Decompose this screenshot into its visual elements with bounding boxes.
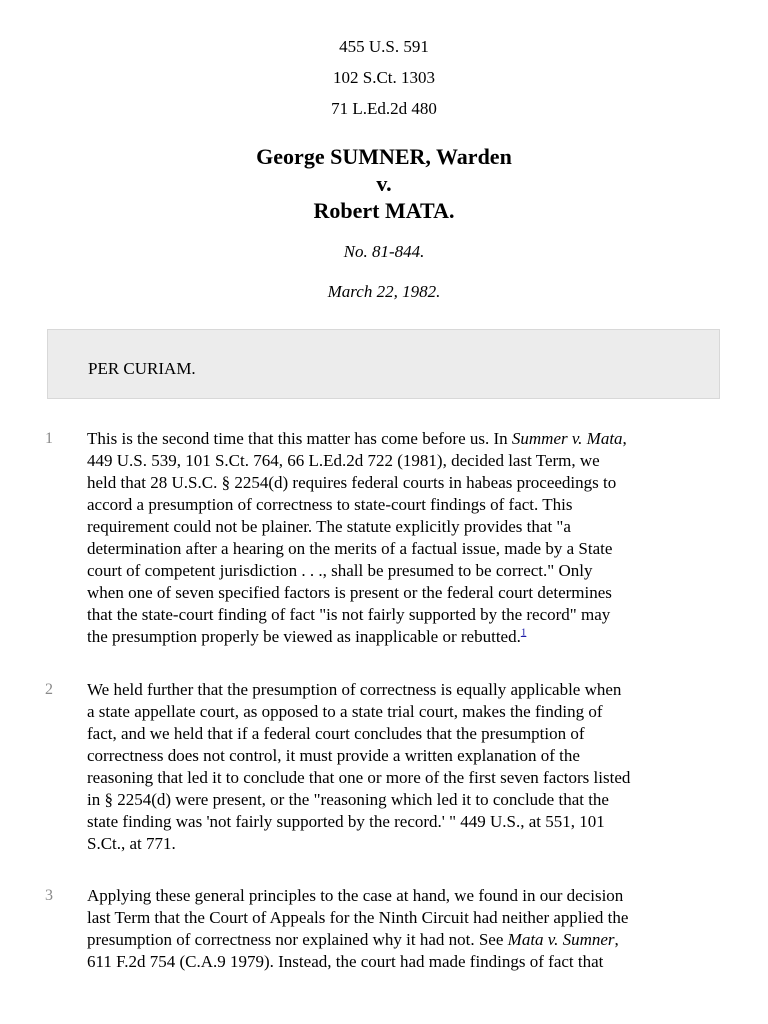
paragraph-text — [87, 428, 727, 648]
paragraph-line — [87, 929, 727, 951]
line-text: in § 2254(d) were present, or the "reasoning which led it to conclude that the — [87, 790, 609, 809]
line-text: 449 U.S. 539, 101 S.Ct. 764, 66 L.Ed.2d 722 (1981), decided last Term, we — [87, 451, 600, 470]
paragraph-number: 3 — [45, 887, 53, 904]
citation-sct: 102 S.Ct. 1303 — [332, 68, 436, 87]
case-title-respondent: Robert MATA. — [313, 198, 455, 223]
line-text: accord a presumption of correctness to state-court findings of fact. This — [87, 495, 573, 514]
line-text: determination after a hearing on the merits of a factual issue, made by a State — [87, 539, 613, 558]
case-title-versus: v. — [376, 171, 392, 196]
citation-block — [0, 0, 768, 124]
line-text: a state appellate court, as opposed to a state trial court, makes the finding of — [87, 702, 603, 721]
paragraph-line — [87, 560, 727, 582]
line-text: 611 F.2d 754 (C.A.9 1979). Instead, the court had made findings of fact that — [87, 952, 604, 971]
paragraph-line — [87, 582, 727, 604]
paragraph-line — [87, 701, 727, 723]
paragraph-line — [87, 951, 727, 973]
footnote-link[interactable]: 1 — [520, 626, 527, 639]
line-text: last Term that the Court of Appeals for the Ninth Circuit had neither applied the — [87, 908, 629, 927]
line-text: state finding was 'not fairly supported by the record.' " 449 U.S., at 551, 101 — [87, 812, 605, 831]
line-text: that the state-court finding of fact "is not fairly supported by the record" may — [87, 605, 611, 624]
line-text: the presumption properly be viewed as inapplicable or rebutted. — [87, 627, 521, 646]
paragraph-line — [87, 811, 727, 833]
paragraph-line — [87, 745, 727, 767]
case-citation-italic: Summer v. Mata — [511, 429, 623, 448]
paragraph-line — [87, 767, 727, 789]
paragraph-number: 1 — [45, 430, 53, 447]
paragraph-line — [87, 907, 727, 929]
line-text: This is the second time that this matter has come before us. In — [87, 429, 512, 448]
paragraph-number: 2 — [45, 681, 53, 698]
paragraph-text — [87, 885, 727, 973]
line-text: court of competent jurisdiction . . ., shall be presumed to be correct." Only — [87, 561, 593, 580]
line-text: fact, and we held that if a federal court concludes that the presumption of — [87, 724, 585, 743]
decision-date: March 22, 1982. — [327, 282, 441, 301]
citation-led: 71 L.Ed.2d 480 — [331, 99, 437, 118]
case-title — [0, 143, 768, 224]
line-text: , — [614, 930, 619, 949]
paragraph-line — [87, 538, 727, 560]
paragraph-line — [87, 833, 727, 855]
paragraph-line — [87, 604, 727, 626]
paragraph-line — [87, 626, 727, 648]
line-text: , — [622, 429, 627, 448]
line-text: We held further that the presumption of correctness is equally applicable when — [87, 680, 622, 699]
per-curiam-banner — [47, 329, 720, 399]
paragraph-line — [87, 494, 727, 516]
paragraph-line — [87, 472, 727, 494]
line-text: when one of seven specified factors is present or the federal court determines — [87, 583, 612, 602]
case-citation-italic: Mata v. Sumner — [507, 930, 615, 949]
line-text: held that 28 U.S.C. § 2254(d) requires federal courts in habeas proceedings to — [87, 473, 617, 492]
paragraph-line — [87, 723, 727, 745]
paragraph-line — [87, 428, 727, 450]
paragraph-line — [87, 679, 727, 701]
paragraph-line — [87, 789, 727, 811]
paragraph-line — [87, 450, 727, 472]
per-curiam-label: PER CURIAM. — [88, 359, 196, 378]
citation-us: 455 U.S. 591 — [339, 37, 429, 56]
case-title-petitioner: George SUMNER, Warden — [256, 144, 512, 169]
docket-number: No. 81-844. — [343, 242, 425, 261]
paragraph-line — [87, 885, 727, 907]
paragraph-line — [87, 516, 727, 538]
line-text: correctness does not control, it must provide a written explanation of the — [87, 746, 580, 765]
line-text: reasoning that led it to conclude that one or more of the first seven factors listed — [87, 768, 631, 787]
line-text: requirement could not be plainer. The statute explicitly provides that "a — [87, 517, 571, 536]
line-text: S.Ct., at 771. — [87, 834, 176, 853]
line-text: Applying these general principles to the case at hand, we found in our decision — [87, 886, 624, 905]
document-header — [0, 0, 768, 303]
paragraph-text — [87, 679, 727, 855]
line-text: presumption of correctness nor explained why it had not. See — [87, 930, 508, 949]
